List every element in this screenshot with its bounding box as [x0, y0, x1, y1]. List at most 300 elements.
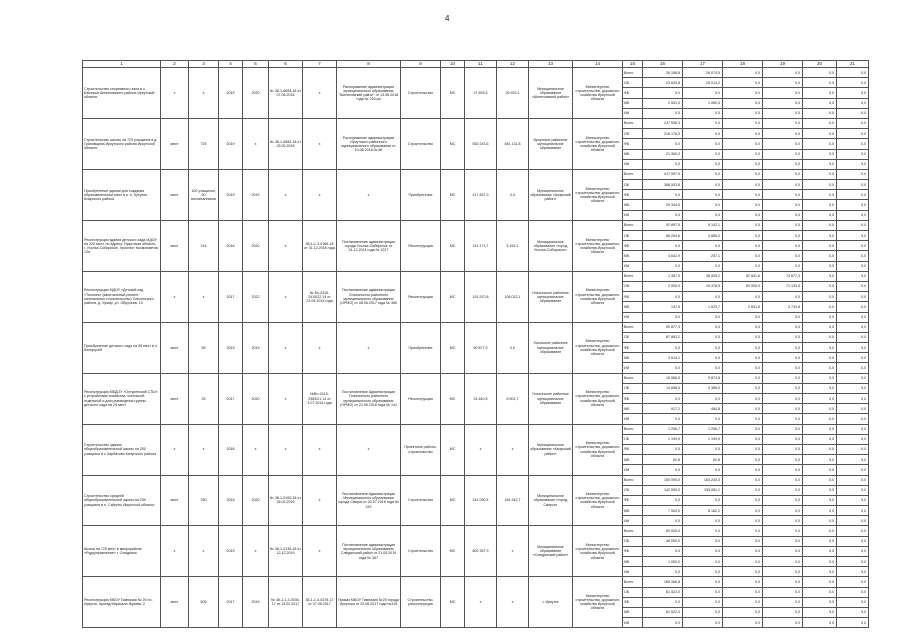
unit-cell: мест [161, 169, 189, 220]
header-cell: 5 [243, 61, 269, 68]
funding-value-cell: 0,0 [837, 220, 869, 230]
funding-value-cell: 0,0 [683, 129, 723, 139]
funding-value-cell: 9 873,8 [683, 373, 723, 383]
funding-value-cell: 0,0 [803, 261, 837, 271]
funding-value-cell: 0,0 [837, 567, 869, 577]
header-cell: 3 [189, 61, 219, 68]
kind-cell: МС [441, 68, 465, 119]
municipality-cell: Муниципальное образование «Аларский район» [529, 169, 573, 220]
funding-value-cell: 0,0 [837, 414, 869, 424]
funding-value-cell: 0,0 [803, 455, 837, 465]
municipality-cell: г. Иркутск [529, 577, 573, 628]
object-name-cell: Школа на 720 мест в микрорайоне «Рудоуправление» г. Слюдянка [83, 526, 161, 577]
funding-value-cell: 0,0 [723, 577, 763, 587]
funding-value-cell: 0,0 [763, 241, 803, 251]
ministry-cell: Министерство строительства, дорожного хозяйства Иркутской области [573, 322, 623, 373]
funding-source-cell: ОБ [623, 129, 643, 139]
funding-source-cell: Всего [623, 577, 643, 587]
funding-value-cell: 0,0 [837, 383, 869, 393]
funding-source-cell: ФБ [623, 444, 643, 454]
funding-source-cell: ОБ [623, 536, 643, 546]
funding-value-cell: 0,0 [837, 292, 869, 302]
object-name-cell: Реконструкция МДОУ «Детский сад «Тополек» (капитальный ремонт, капитальное строительство) Ольхонского района, д. Хужир, ул. Обручева, 10 [83, 271, 161, 322]
funding-value-cell: 0,0 [723, 506, 763, 516]
ministry-cell: Министерство строительства, дорожного хозяйства Иркутской области [573, 424, 623, 475]
funding-value-cell: 0,0 [803, 373, 837, 383]
funding-value-cell: 0,0 [683, 546, 723, 556]
funding-value-cell: 0,0 [837, 526, 869, 536]
funding-value-cell: 1 023,7 [683, 302, 723, 312]
funding-source-cell: МБ [623, 607, 643, 617]
funding-value-cell: 216 176,0 [643, 129, 683, 139]
funding-value-cell: 0,0 [723, 465, 763, 475]
funding-value-cell: 0,0 [837, 455, 869, 465]
funding-value-cell: 38 505,2 [683, 271, 723, 281]
funding-source-cell: ИИ [623, 618, 643, 628]
funding-value-cell: 0,0 [763, 577, 803, 587]
remaining-cost-cell: х [497, 577, 529, 628]
funding-value-cell: 0,0 [763, 546, 803, 556]
expertise-cell: № 38-1-0136-18 от 12.12.2019 [269, 526, 303, 577]
funding-value-cell: 155 081,1 [683, 485, 723, 495]
work-type-cell: Проектные работы, строительство [401, 424, 441, 475]
header-cell: 12 [497, 61, 529, 68]
funding-value-cell: 0,0 [643, 567, 683, 577]
funding-value-cell: 88 254,6 [643, 231, 683, 241]
start-year-cell: 2019 [219, 526, 243, 577]
header-cell: 11 [465, 61, 497, 68]
funding-value-cell: 0,0 [723, 383, 763, 393]
funding-value-cell: 0,0 [837, 159, 869, 169]
funding-source-cell: ИИ [623, 312, 643, 322]
end-year-cell: 2020 [243, 475, 269, 526]
funding-value-cell: 2 531,0 [643, 98, 683, 108]
funding-value-cell: 0,0 [803, 190, 837, 200]
expertise-cell: х [269, 220, 303, 271]
funding-value-cell: 0,0 [683, 139, 723, 149]
cost-cell: 27 693,5 [465, 68, 497, 119]
remaining-cost-cell: 5 162,1 [497, 220, 529, 271]
funding-value-cell: 237 536,3 [643, 118, 683, 128]
funding-value-cell: 0,0 [643, 292, 683, 302]
funding-value-cell: 1 193,9 [683, 434, 723, 444]
funding-value-cell: 0,0 [837, 139, 869, 149]
funding-value-cell: 0,0 [723, 251, 763, 261]
funding-value-cell: 0,0 [683, 332, 723, 342]
funding-value-cell: 0,0 [803, 587, 837, 597]
funding-value-cell: 0,0 [803, 404, 837, 414]
permit-cell: х [303, 322, 337, 373]
funding-value-cell: 0,0 [803, 312, 837, 322]
funding-value-cell: 0,0 [803, 343, 837, 353]
funding-value-cell: 0,0 [837, 271, 869, 281]
funding-source-cell: ФБ [623, 88, 643, 98]
funding-value-cell: 0,0 [643, 495, 683, 505]
funding-value-cell: 81 522,0 [643, 587, 683, 597]
header-cell: 6 [269, 61, 303, 68]
ministry-cell: Министерство строительства, дорожного хозяйства Иркутской области [573, 373, 623, 424]
funding-value-cell: 0,0 [723, 108, 763, 118]
funding-value-cell: 0,0 [723, 597, 763, 607]
funding-value-cell: 0,0 [837, 475, 869, 485]
decision-cell: Постановление администрации Ольхонского районного муниципального образования (ОРМО) от 08.06.2017 года № 365 [337, 271, 401, 322]
funding-value-cell: 0,0 [763, 587, 803, 597]
funding-value-cell: 0,0 [643, 210, 683, 220]
work-type-cell: Реконструкция [401, 271, 441, 322]
funding-source-cell: Всего [623, 526, 643, 536]
funding-value-cell: 0,0 [763, 455, 803, 465]
funding-value-cell: 165 066,8 [643, 577, 683, 587]
funding-value-cell: 1 060,3 [683, 98, 723, 108]
funding-value-cell: 0,0 [763, 88, 803, 98]
funding-value-cell: 0,0 [723, 139, 763, 149]
funding-value-cell: 0,0 [803, 618, 837, 628]
funding-value-cell: 0,0 [803, 332, 837, 342]
funding-value-cell: 3 014,1 [643, 353, 683, 363]
funding-value-cell: 0,0 [837, 68, 869, 78]
funding-value-cell: 0,0 [763, 210, 803, 220]
funding-value-cell: 0,0 [837, 363, 869, 373]
unit-cell: мест [161, 118, 189, 169]
funding-value-cell: 0,0 [763, 149, 803, 159]
cost-cell: 113 171,7 [465, 220, 497, 271]
funding-value-cell: 0,0 [723, 424, 763, 434]
header-cell: 8 [337, 61, 401, 68]
cost-cell: 90 877,3 [465, 322, 497, 373]
funding-value-cell: 0,0 [643, 414, 683, 424]
ministry-cell: Министерство строительства, дорожного хозяйства Иркутской области [573, 118, 623, 169]
funding-value-cell: 0,0 [763, 404, 803, 414]
funding-source-cell: ОБ [623, 434, 643, 444]
funding-value-cell: 0,0 [837, 78, 869, 88]
ministry-cell: Министерство строительства, дорожного хозяйства Иркутской области [573, 475, 623, 526]
funding-source-cell: ФБ [623, 546, 643, 556]
funding-source-cell: ФБ [623, 343, 643, 353]
funding-value-cell: 0,0 [643, 465, 683, 475]
funding-value-cell: 0,0 [723, 394, 763, 404]
unit-cell: мест [161, 475, 189, 526]
funding-source-cell: Всего [623, 118, 643, 128]
funding-value-cell: 74 877,3 [763, 271, 803, 281]
funding-value-cell: 0,0 [683, 108, 723, 118]
cost-cell: х [465, 577, 497, 628]
page-number: 4 [445, 14, 450, 23]
funding-value-cell: 0,0 [837, 210, 869, 220]
table-row [83, 271, 869, 281]
funding-value-cell: 0,0 [683, 567, 723, 577]
funding-value-cell: 26 156,8 [643, 68, 683, 78]
funding-value-cell: 0,0 [723, 180, 763, 190]
funding-value-cell: 0,0 [803, 251, 837, 261]
funding-value-cell: 0,0 [763, 322, 803, 332]
decision-cell: Распоряжение администрации муниципального образования "Шелеховский район" от 14.08.2018 года № 226-ра [337, 68, 401, 119]
start-year-cell: 2019 [219, 322, 243, 373]
funding-value-cell: 0,0 [723, 210, 763, 220]
funding-value-cell: 0,0 [643, 618, 683, 628]
funding-value-cell: 0,0 [643, 343, 683, 353]
funding-value-cell: 0,0 [683, 526, 723, 536]
header-cell: 1 [83, 61, 161, 68]
header-cell: 16 [643, 61, 683, 68]
funding-value-cell: 0,0 [837, 302, 869, 312]
funding-value-cell: 1 193,9 [643, 434, 683, 444]
capacity-cell: х [189, 68, 219, 119]
funding-value-cell: 0,0 [763, 159, 803, 169]
funding-source-cell: ФБ [623, 139, 643, 149]
funding-value-cell: 0,0 [837, 200, 869, 210]
funding-value-cell: 0,0 [683, 261, 723, 271]
expertise-cell: х [269, 424, 303, 475]
start-year-cell: 2018 [219, 220, 243, 271]
funding-value-cell: 50 000,0 [723, 281, 763, 291]
funding-value-cell: 0,0 [837, 424, 869, 434]
funding-value-cell: 0,0 [643, 516, 683, 526]
funding-value-cell: 0,0 [683, 516, 723, 526]
funding-value-cell: 0,0 [763, 343, 803, 353]
object-name-cell: Реконструкция МБОУ Гимназия № 25 по, Иркутск, проезд Маршала Жукова, 2 [83, 577, 161, 628]
funding-value-cell: 0,0 [643, 444, 683, 454]
end-year-cell: 2019 [243, 322, 269, 373]
header-cell: 13 [529, 61, 573, 68]
funding-value-cell: 0,0 [683, 536, 723, 546]
end-year-cell: 2019 [243, 577, 269, 628]
funding-value-cell: 0,0 [803, 271, 837, 281]
funding-value-cell: 0,0 [763, 516, 803, 526]
work-type-cell: Реконструкция [401, 373, 441, 424]
funding-value-cell: 0,0 [837, 506, 869, 516]
funding-value-cell: 0,0 [683, 190, 723, 200]
permit-cell: х [303, 68, 337, 119]
capacity-cell: 505 [189, 577, 219, 628]
funding-value-cell: 0,0 [803, 322, 837, 332]
header-cell: 21 [837, 61, 869, 68]
funding-value-cell: 0,0 [723, 261, 763, 271]
funding-value-cell: 62,8 [683, 455, 723, 465]
object-name-cell: Реконструкция здания детского сада МДОУ на 220 мест, по адресу: Иркутская область, г. Усолье-Сибирское, проспект Космонавтов, 12а [83, 220, 161, 271]
funding-source-cell: МБ [623, 98, 643, 108]
funding-source-cell: ИИ [623, 108, 643, 118]
funding-source-cell: Всего [623, 322, 643, 332]
funding-source-cell: ФБ [623, 495, 643, 505]
decision-cell: Распоряжение администрации Иркутского районного муниципального образования от 10.08.2018 № 88 [337, 118, 401, 169]
funding-value-cell: 0,0 [763, 190, 803, 200]
funding-value-cell: 163 243,3 [683, 475, 723, 485]
funding-value-cell: 0,0 [837, 312, 869, 322]
funding-value-cell: 0,0 [723, 444, 763, 454]
table-row [83, 526, 869, 536]
funding-value-cell: 87 863,2 [643, 332, 683, 342]
capacity-cell: 250 [189, 475, 219, 526]
funding-value-cell: 0,0 [723, 607, 763, 617]
funding-value-cell: 25 014,2 [683, 78, 723, 88]
ministry-cell: Министерство строительства, дорожного хозяйства Иркутской области [573, 526, 623, 577]
funding-value-cell: 0,0 [837, 607, 869, 617]
permit-cell: х [303, 118, 337, 169]
funding-value-cell: 0,0 [723, 363, 763, 373]
funding-value-cell: 5 142,1 [683, 220, 723, 230]
remaining-cost-cell: 26 929,1 [497, 68, 529, 119]
funding-value-cell: 0,0 [683, 159, 723, 169]
work-type-cell: Приобретение [401, 322, 441, 373]
funding-value-cell: 0,0 [803, 475, 837, 485]
object-name-cell: Строительство школы на 725 учащихся в д. Грановщина Иркутского района Иркутской области [83, 118, 161, 169]
funding-value-cell: 1 000,0 [643, 557, 683, 567]
remaining-cost-cell: 0,0 [497, 322, 529, 373]
funding-value-cell: 0,0 [837, 373, 869, 383]
decision-cell: Постановление администрации муниципального образования Слюдянский район от 21.05.2019 года № 357 [337, 526, 401, 577]
kind-cell: МС [441, 577, 465, 628]
funding-value-cell: 0,0 [803, 597, 837, 607]
funding-value-cell: 0,0 [763, 495, 803, 505]
funding-source-cell: ОБ [623, 231, 643, 241]
funding-value-cell: 0,0 [803, 292, 837, 302]
funding-value-cell: 0,0 [837, 88, 869, 98]
unit-cell: мест [161, 322, 189, 373]
remaining-cost-cell: 0,0 [497, 169, 529, 220]
funding-source-cell: ОБ [623, 383, 643, 393]
funding-source-cell: МБ [623, 302, 643, 312]
funding-value-cell: 0,0 [763, 414, 803, 424]
funding-value-cell: 62,8 [643, 455, 683, 465]
remaining-cost-cell: 184 342,7 [497, 475, 529, 526]
funding-value-cell: 0,0 [803, 281, 837, 291]
expertise-cell: х [269, 373, 303, 424]
funding-value-cell: 2 000,0 [643, 281, 683, 291]
funding-value-cell: 0,0 [723, 231, 763, 241]
expertise-cell: № 38-1-1-3-0030-17 от 13.02.2017 [269, 577, 303, 628]
funding-source-cell: ОБ [623, 281, 643, 291]
funding-value-cell: 0,0 [643, 312, 683, 322]
funding-value-cell: 0,0 [837, 485, 869, 495]
funding-value-cell: 0,0 [683, 577, 723, 587]
cost-cell: 552 243,6 [465, 118, 497, 169]
funding-source-cell: МБ [623, 404, 643, 414]
funding-value-cell: 150 090,0 [643, 475, 683, 485]
funding-value-cell: 0,0 [837, 129, 869, 139]
expertise-cell: № 38-1-6583-18 от 25.05.2018 [269, 118, 303, 169]
funding-value-cell: 0,0 [837, 231, 869, 241]
table-row [83, 68, 869, 78]
header-cell: 18 [723, 61, 763, 68]
funding-value-cell: 14 698,5 [643, 383, 683, 393]
funding-value-cell: 0,0 [837, 149, 869, 159]
funding-value-cell: 0,0 [803, 302, 837, 312]
funding-source-cell: ОБ [623, 332, 643, 342]
permit-cell: х [303, 169, 337, 220]
funding-value-cell: 0,0 [803, 200, 837, 210]
funding-value-cell: 0,0 [803, 414, 837, 424]
funding-value-cell: 0,0 [803, 516, 837, 526]
capacity-cell: х [189, 424, 219, 475]
work-type-cell: Реконструкция [401, 220, 441, 271]
funding-source-cell: ИИ [623, 159, 643, 169]
table-row [83, 577, 869, 587]
end-year-cell: 2020 [243, 373, 269, 424]
funding-value-cell: 0,0 [763, 98, 803, 108]
permit-cell: х [303, 475, 337, 526]
funding-value-cell: 0,0 [683, 88, 723, 98]
funding-value-cell: 0,0 [837, 465, 869, 475]
funding-value-cell: 0,0 [723, 220, 763, 230]
object-name-cell: Строительство спортивного зала в с. Баклаши Шелеховского района Иркутской области [83, 68, 161, 119]
table-row [83, 424, 869, 434]
funding-value-cell: 0,0 [683, 353, 723, 363]
decision-cell: х [337, 169, 401, 220]
funding-value-cell: 0,0 [803, 424, 837, 434]
funding-value-cell: 0,0 [803, 383, 837, 393]
end-year-cell: х [243, 526, 269, 577]
funding-value-cell: 0,0 [723, 78, 763, 88]
start-year-cell: 2019 [219, 118, 243, 169]
work-type-cell: Строительство [401, 475, 441, 526]
funding-value-cell: 388 503,8 [643, 180, 683, 190]
decision-cell: х [337, 424, 401, 475]
decision-cell: Приказ МБОУ Гимназия №25 города Иркутска от 20.06.2017 года №415 [337, 577, 401, 628]
permit-cell: х [303, 424, 337, 475]
capacity-cell: 725 [189, 118, 219, 169]
funding-value-cell: 0,0 [763, 312, 803, 322]
header-cell: 4 [219, 61, 243, 68]
work-type-cell: Строительство [401, 68, 441, 119]
municipality-cell: Муниципальное образование «город Усолье-Сибирское» [529, 220, 573, 271]
end-year-cell: 2020 [243, 220, 269, 271]
start-year-cell: 2017 [219, 577, 243, 628]
header-cell: 14 [573, 61, 623, 68]
funding-value-cell: 16 566,5 [643, 373, 683, 383]
funding-value-cell: 0,0 [763, 108, 803, 118]
kind-cell: МС [441, 373, 465, 424]
funding-value-cell: 0,0 [763, 373, 803, 383]
kind-cell: МС [441, 271, 465, 322]
funding-value-cell: 0,0 [837, 404, 869, 414]
funding-value-cell: 0,0 [723, 292, 763, 302]
start-year-cell: 2018 [219, 424, 243, 475]
funding-value-cell: 0,0 [803, 557, 837, 567]
funding-value-cell: 0,0 [763, 231, 803, 241]
funding-source-cell: МБ [623, 557, 643, 567]
permit-cell: № Бп-2415-2415/22.14 от 22.05.2015 года [303, 271, 337, 322]
kind-cell: МС [441, 220, 465, 271]
funding-value-cell: 0,0 [643, 139, 683, 149]
funding-value-cell: 0,0 [723, 88, 763, 98]
header-cell: 2 [161, 61, 189, 68]
unit-cell: х [161, 68, 189, 119]
funding-value-cell: 0,0 [763, 557, 803, 567]
funding-value-cell: 0,0 [723, 495, 763, 505]
table-row [83, 373, 869, 383]
funding-value-cell: 4 885,0 [683, 231, 723, 241]
funding-value-cell: 417 997,5 [643, 169, 683, 179]
funding-value-cell: 0,0 [763, 78, 803, 88]
funding-value-cell: 0,0 [763, 353, 803, 363]
funding-value-cell: 92 897,5 [643, 220, 683, 230]
capacity-cell: х [189, 526, 219, 577]
funding-source-cell: ФБ [623, 292, 643, 302]
funding-value-cell: 0,0 [803, 241, 837, 251]
municipality-cell: Муниципальное образование «Шелеховский район» [529, 68, 573, 119]
funding-value-cell: 0,0 [763, 618, 803, 628]
funding-value-cell: 0,0 [803, 607, 837, 617]
kind-cell: МС [441, 118, 465, 169]
ministry-cell: Министерство строительства, дорожного хозяйства Иркутской области [573, 220, 623, 271]
table-row [83, 475, 869, 485]
funding-value-cell: 0,0 [723, 526, 763, 536]
funding-value-cell: 0,0 [803, 68, 837, 78]
funding-value-cell: 0,0 [803, 465, 837, 475]
funding-value-cell: 0,0 [643, 394, 683, 404]
start-year-cell: 2018 [219, 475, 243, 526]
funding-source-cell: Всего [623, 271, 643, 281]
